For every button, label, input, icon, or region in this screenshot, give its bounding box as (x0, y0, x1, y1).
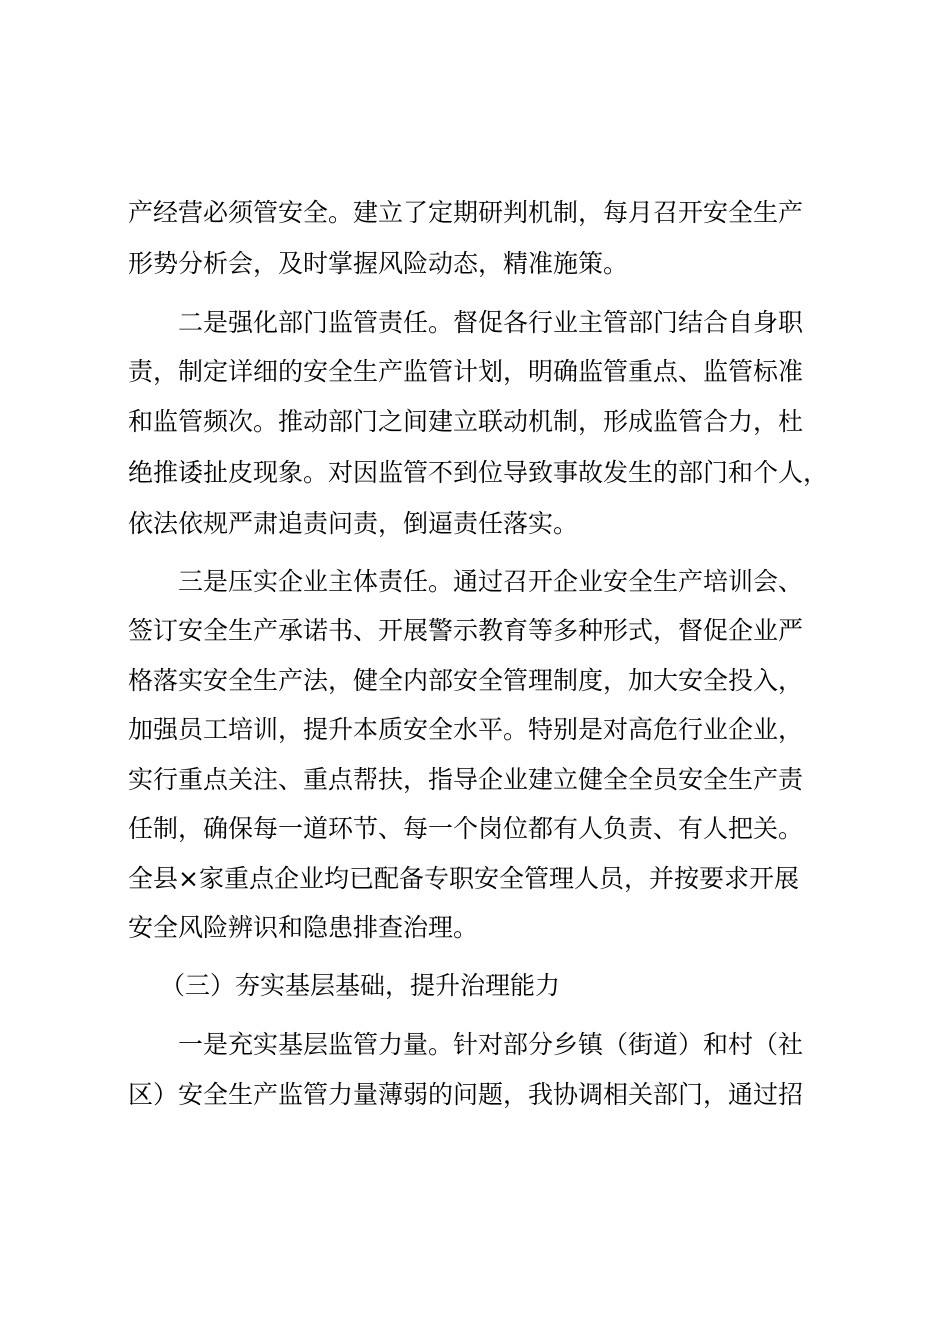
section-heading: （三）夯实基层基础，提升治理能力 (160, 971, 561, 1000)
paragraph-start-line: 三是压实企业主体责任。通过召开企业安全生产培训会、 (178, 567, 804, 596)
text-line: 和监管频次。推动部门之间建立联动机制，形成监管合力，杜 (128, 407, 804, 436)
text-line: 依法依规严肃追责问责，倒逼责任落实。 (128, 509, 579, 538)
text-line: 加强员工培训，提升本质安全水平。特别是对高危行业企业， (128, 715, 804, 744)
text-line: 全县×家重点企业均已配备专职安全管理人员，并按要求开展 (128, 864, 799, 893)
text-line: 形势分析会，及时掌握风险动态，精准施策。 (128, 249, 629, 278)
text-line: 产经营必须管安全。建立了定期研判机制，每月召开安全生产 (128, 198, 804, 227)
text-line: 签订安全生产承诺书、开展警示教育等多种形式，督促企业严 (128, 616, 804, 645)
paragraph-start-line: 二是强化部门监管责任。督促各行业主管部门结合自身职 (178, 308, 804, 337)
text-line: 安全风险辨识和隐患排查治理。 (128, 913, 479, 942)
text-line: 绝推诿扯皮现象。对因监管不到位导致事故发生的部门和个人， (128, 458, 829, 487)
text-line: 责，制定详细的安全生产监管计划，明确监管重点、监管标准 (128, 357, 804, 386)
paragraph-start-line: 一是充实基层监管力量。针对部分乡镇（街道）和村（社 (178, 1030, 804, 1059)
text-line: 实行重点关注、重点帮扶，指导企业建立健全全员安全生产责 (128, 765, 804, 794)
text-line: 任制，确保每一道环节、每一个岗位都有人负责、有人把关。 (128, 814, 804, 843)
text-line: 格落实安全生产法，健全内部安全管理制度，加大安全投入， (128, 666, 804, 695)
text-line: 区）安全生产监管力量薄弱的问题，我协调相关部门，通过招 (128, 1080, 804, 1109)
